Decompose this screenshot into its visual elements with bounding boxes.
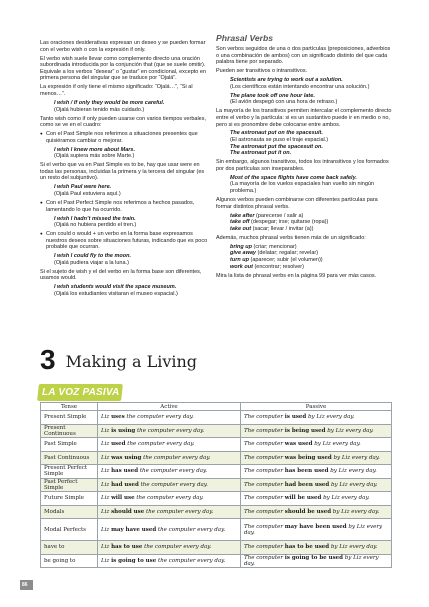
table-cell-tense: Future Simple: [41, 492, 98, 506]
table-cell-tense: Past Simple: [41, 438, 98, 452]
table-cell-active: Liz will use the computer every day.: [98, 492, 241, 506]
bullet-item: ● Con el Past Simple nos referimos a situaciones presentes que quisiéramos cambiar o mejorar.: [40, 131, 208, 144]
example-spanish: (La mayoría de los vuelos espaciales han vuelto sin ningún problema.): [230, 181, 375, 195]
example-spanish: (Ojalá supiera más sobre Marte.): [54, 153, 135, 160]
example-english: The astronaut put the spacesuit on.: [230, 143, 323, 150]
example: [40, 184, 208, 197]
example-spanish: (Ojalá no hubiera perdido el tren.): [54, 222, 137, 229]
example-english: Scientists are trying to work out a solution.: [230, 77, 343, 84]
example: [40, 147, 208, 160]
table-row: [41, 519, 392, 541]
table-cell-passive: The computer was used by Liz every day.: [241, 438, 392, 452]
bullet-item: ● Con el Past Perfect Simple nos referimos a hechos pasados, lamentando lo que ha ocurrido.: [40, 200, 208, 213]
section-badge-label: LA VOZ PASIVA: [42, 387, 120, 398]
column-header-active: Active: [98, 403, 241, 411]
table-cell-tense: Past Continuous: [41, 451, 98, 465]
example-english: The astronaut put on the spacesuit.: [230, 130, 323, 137]
page-number: 86: [22, 582, 28, 588]
bullet-item: ● Con could o would + un verbo en la forma base expresamos nuestros deseos sobre situaciones futuras, indicando que es poco probable que ocurran.: [40, 231, 208, 251]
example: [40, 100, 208, 113]
paragraph: Son verbos seguidos de una o dos partículas (preposiciones, adverbios o una combinación de ambos) con un significado distinto del que cada palabra tiene por separado.: [216, 46, 391, 66]
table-row: [41, 438, 392, 452]
example: [40, 253, 208, 266]
example-english: I wish students would visit the space museum.: [54, 284, 177, 291]
paragraph: Si el verbo que va en Past Simple es to be, hay que usar were en todas las personas, incluidas la primera y la tercera del singular (es un resto del subjuntivo).: [40, 162, 205, 182]
table-cell-passive: The computer is going to be used by Liz every day.: [241, 554, 392, 568]
chapter-title: Making a Living: [65, 352, 198, 371]
table-cell-tense: be going to: [41, 554, 98, 568]
phrasal-verb: turn up (aparecer; subir (el volumen)): [230, 256, 323, 263]
table-cell-active: Liz was using the computer every day.: [98, 451, 241, 465]
example-english: The astronaut put it on.: [230, 150, 292, 157]
table-cell-tense: Present Continuous: [41, 424, 98, 438]
paragraph: El verbo wish suele llevar como complemento directo una oración subordinada introducida por la conjunción that (que se suele omitir). Equivale a los verbos “desear” o “gustar” en condicional, excepto en primera persona del singular que se traduce por “Ojalá”.: [40, 55, 207, 82]
table-row: [41, 541, 392, 555]
example: [216, 93, 392, 106]
table-cell-tense: Present Perfect Simple: [41, 465, 98, 479]
example-spanish: (Ojalá pudiera viajar a la luna.): [54, 259, 129, 266]
table-row: [41, 451, 392, 465]
table-cell-active: Liz uses the computer every day.: [98, 411, 241, 425]
column-header-tense: Tense: [41, 403, 98, 411]
table-cell-tense: Modal Perfects: [41, 519, 98, 541]
table-cell-passive: The computer is being used by Liz every day.: [241, 424, 392, 438]
example-english: I wish / If only they would be more careful.: [54, 99, 165, 106]
table-cell-active: Liz is going to use the computer every day.: [98, 554, 241, 568]
phrasal-verb: take off (despegar; irse; quitarse (ropa)): [230, 219, 329, 226]
table-cell-passive: The computer has to be used by Liz every day.: [241, 541, 392, 555]
paragraph: Pueden ser transitivos o intransitivos.: [216, 68, 308, 75]
paragraph: Mira la lista de phrasal verbs en la página 99 para ver más casos.: [216, 272, 377, 279]
table-row: [41, 554, 392, 568]
example-english: Most of the space flights have come back safely.: [230, 174, 357, 181]
example-english: I wish I could fly to the moon.: [54, 253, 131, 260]
paragraph: La expresión if only tiene el mismo significado: “Ojalá…”, “Si al menos…”.: [40, 84, 193, 97]
table-header-row: [41, 403, 392, 411]
phrasal-verb: give away (delatar; regalar; revelar): [230, 250, 319, 257]
example-spanish: (El astronauta se puso el traje espacial.): [230, 137, 329, 144]
table-cell-tense: Past Perfect Simple: [41, 478, 98, 492]
table-cell-passive: The computer should be used by Liz every day.: [241, 505, 392, 519]
table-row: [41, 411, 392, 425]
right-column: [216, 34, 392, 281]
paragraph: La mayoría de los transitivos permiten intercalar el complemento directo entre el verbo y la partícula: si es un sustantivo puede ir en medio o no, pero si es pronombre debe colocarse entre ambos.: [216, 108, 392, 128]
example-spanish: (Ojalá hubieran tenido más cuidado.): [54, 106, 145, 113]
paragraph: Sin embargo, algunos transitivos, todos los intransitivos y los formados por dos partículas son inseparables.: [216, 159, 389, 172]
paragraph: Las oraciones desiderativas expresan un deseo y se pueden formar con el verbo wish o con la expresión if only.: [40, 40, 206, 53]
example-spanish: (El avión despegó con una hora de retraso.): [230, 99, 338, 106]
table-cell-tense: Modals: [41, 505, 98, 519]
table-cell-passive: The computer may have been used by Liz every day.: [241, 519, 392, 541]
table-row: [41, 505, 392, 519]
phrasal-verb: take out (sacar; llevar / invitar (a)): [230, 225, 314, 232]
example: [40, 284, 208, 297]
example-spanish: (Los científicos están intentando encontrar una solución.): [230, 83, 370, 90]
table-cell-passive: The computer has been used by Liz every day.: [241, 465, 392, 479]
paragraph: Tanto wish como if only pueden usarse con varios tiempos verbales, como se ve en el cuadro:: [40, 115, 207, 129]
example: [216, 130, 392, 156]
phrasal-verb-list: [216, 213, 392, 233]
example-english: I wish I knew more about Mars.: [54, 146, 135, 153]
table-cell-tense: have to: [41, 541, 98, 555]
section-heading: Phrasal Verbs: [216, 33, 274, 43]
phrasal-verb: work out (encontrar; resolver): [230, 263, 304, 270]
passive-voice-table: [40, 402, 392, 568]
table-cell-passive: The computer is used by Liz every day.: [241, 411, 392, 425]
table-cell-active: Liz used the computer every day.: [98, 438, 241, 452]
table-cell-active: Liz had used the computer every day.: [98, 478, 241, 492]
example: [216, 175, 392, 195]
table-row: [41, 424, 392, 438]
example-english: I wish Paul were here.: [54, 184, 112, 191]
example: [40, 216, 208, 229]
phrasal-verb: bring up (criar; mencionar): [230, 243, 297, 250]
table-cell-active: Liz may have used the computer every day.: [98, 519, 241, 541]
example: [216, 77, 392, 90]
table-cell-active: Liz is using the computer every day.: [98, 424, 241, 438]
chapter-number: 3: [40, 344, 56, 375]
table-cell-tense: Present Simple: [41, 411, 98, 425]
phrasal-verb-list: [216, 244, 392, 270]
table-cell-active: Liz has to use the computer every day.: [98, 541, 241, 555]
paragraph: Algunos verbos pueden combinarse con diferentes partículas para formar distintos phrasal verbs.: [216, 197, 378, 210]
paragraph: Si el sujeto de wish y el del verbo en la forma base son diferentes, usamos would.: [40, 268, 202, 282]
left-column: [40, 40, 208, 300]
example-english: I wish I hadn’t missed the train.: [54, 215, 136, 222]
table-row: [41, 465, 392, 479]
example-spanish: (Ojalá Paul estuviera aquí.): [54, 191, 121, 197]
example-spanish: (Ojalá los estudiantes visitaran el museo espacial.): [54, 291, 178, 298]
table-cell-active: Liz should use the computer every day.: [98, 505, 241, 519]
phrasal-verb: take after (parecerse / salir a): [230, 212, 304, 219]
table-cell-passive: The computer was being used by Liz every day.: [241, 451, 392, 465]
example-english: The plane took off one hour late.: [230, 92, 315, 99]
table-cell-passive: The computer will be used by Liz every day.: [241, 492, 392, 506]
table-cell-passive: The computer had been used by Liz every day.: [241, 478, 392, 492]
table-row: [41, 478, 392, 492]
column-header-passive: Passive: [241, 403, 392, 411]
table-row: [41, 492, 392, 506]
table-cell-active: Liz has used the computer every day.: [98, 465, 241, 479]
paragraph: Además, muchos phrasal verbs tienen más de un significado:: [216, 234, 366, 241]
chapter-heading: [40, 344, 198, 375]
